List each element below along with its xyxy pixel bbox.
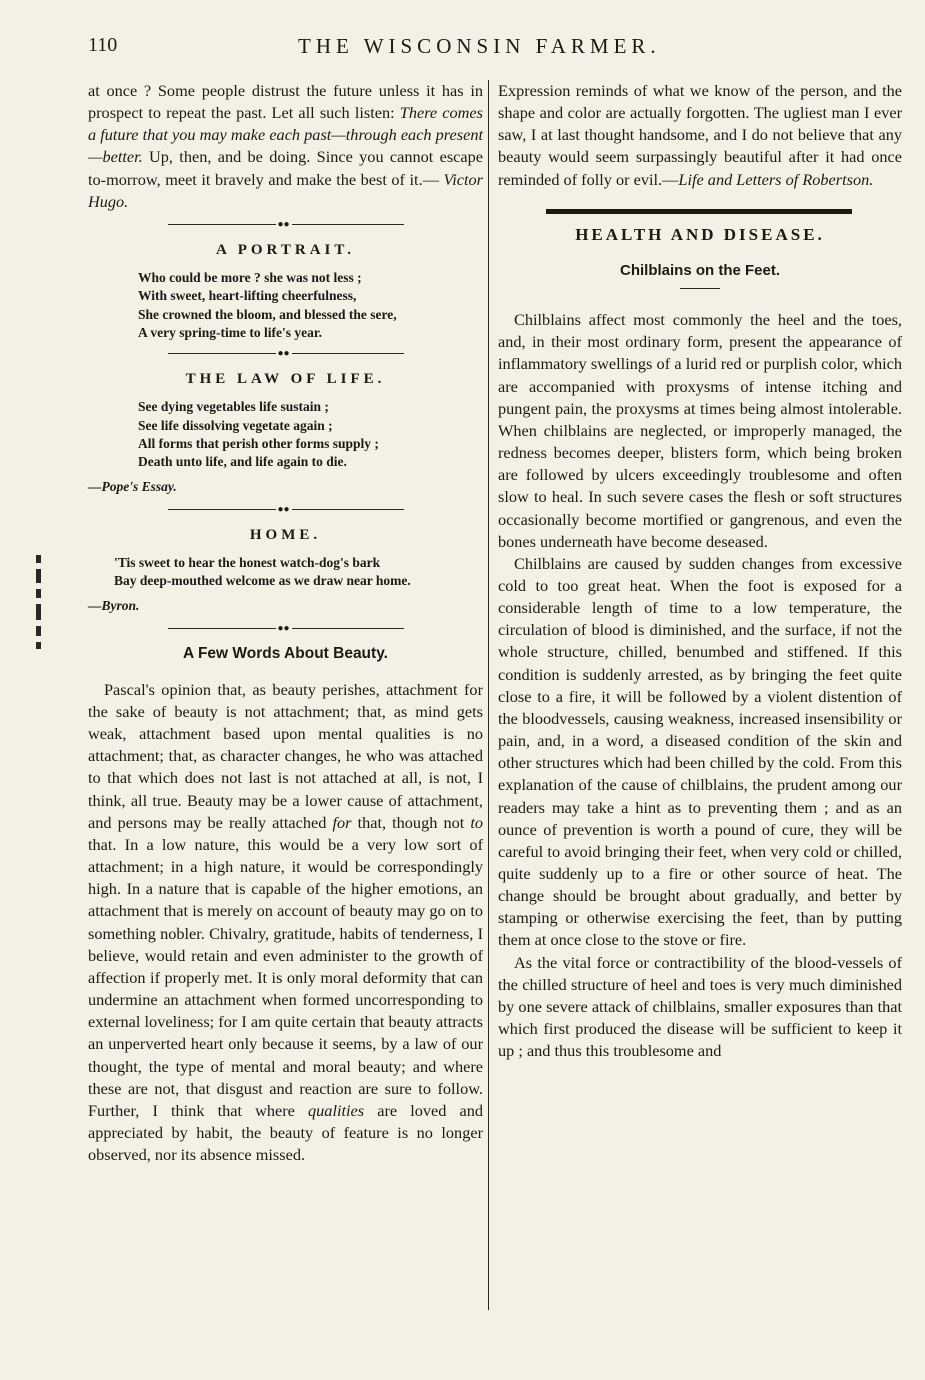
department-rule — [546, 209, 852, 214]
home-title: HOME. — [249, 526, 322, 543]
title-rule — [680, 288, 720, 289]
portrait-title: A PORTRAIT. — [215, 241, 356, 258]
chilblains-paragraph-1: Chilblains affect most commonly the heel and the toes, and, in their most ordinary form, present the appearance of inflammatory swellings of a lurid red or purplish color, which are accompanied with proxysms of intense itching and pungent pain, the proxysms at times being almost intolerable. When chilblains are neglected, or improperly managed, the redness becomes deeper, blisters form, which being broken are followed by ulcers exceedingly troublesome and often slow to heal. In such severe cases the flesh or soft structures occasionally become mortified or gangrenous, and even the bones underneath have become deseased. — [498, 310, 902, 551]
beauty-paragraph: Pascal's opinion that, as beauty perishes, attachment for the sake of beauty is not attachment; that, as mind gets weak, attachment based upon mental qualities is no attachment; that, as character changes, he who was attached to that which does not last is not attached at all, is not, I think, all true. Beauty may be a lower cause of attachment, and persons may be really attached for that, though not to that. In a low nature, this would be a very low sort of attachment; in a high nature, it would be correspondingly high. In a nature that is capable of the higher emotions, an attachment that is merely on account of beauty may go on to something nobler. Chivalry, gratitude, habits of tenderness, I believe, would retain and even administer to the growth of affection if properly met. It is only moral deformity that can undermine an attachment when formed uncorresponding to external loveliness; for I am quite certain that beauty attracts an unperverted heart only because it seems, by a law of our thought, the type of mental and moral beauty; and where these are not, that disgust and reaction are sure to follow. Further, I think that where qualities are loved and appreciated by habit, the beauty of feature is no longer observed, nor its absence missed. — [88, 679, 484, 1165]
intro-paragraph: at once ? Some people distrust the future unless it has in prospect to repeat the past. Let all such listen: There comes a future that you may make each past—through each present—better. Up, then, and be doing. Since you cannot escape to-morrow, meet it bravely and make the best of it.— Victor Hugo. — [88, 81, 484, 211]
chilblains-title: Chilblains on the Feet. — [619, 261, 780, 279]
column-divider — [488, 80, 489, 1310]
ornamental-rule: ●● — [168, 504, 404, 516]
law-of-life-verse: See dying vegetables life sustain ; See life dissolving vegetate again ; All forms that perish other forms supply ; Death unto life, and life again to die. — [138, 399, 379, 470]
beauty-article-title: A Few Words About Beauty. — [183, 644, 388, 662]
running-title: THE WISCONSIN FARMER. — [298, 34, 661, 58]
ornamental-rule: ●● — [168, 219, 404, 231]
department-heading: HEALTH AND DISEASE. — [575, 224, 825, 244]
home-attribution: —Byron. — [88, 597, 140, 613]
chilblains-paragraph-3: As the vital force or contractibility of the blood-vessels of the chilled structure of heel and toes is very much diminished by one severe attack of chilblains, smaller exposures than that which first produced the disease will be sufficient to keep it up ; and thus this troublesome and — [498, 952, 902, 1061]
right-column — [498, 80, 902, 1062]
continued-paragraph: Expression reminds of what we know of the person, and the shape and color are actually forgotten. The ugliest man I ever saw, I at last thought handsome, and I do not believe that any beauty would seem surpassingly beautiful after it had once reminded of folly or evil.—Life and Letters of Robertson. — [498, 81, 902, 189]
home-verse: 'Tis sweet to hear the honest watch-dog's bark Bay deep-mouthed welcome as we draw near home. — [114, 554, 411, 589]
intro-author: Victor Hugo. — [88, 169, 483, 211]
intro-quote: There comes a future that you may make each past—through each present—better. — [88, 103, 483, 167]
left-column — [88, 80, 483, 1166]
ornamental-rule: ●● — [168, 623, 404, 635]
ornamental-rule: ●● — [168, 348, 404, 360]
law-of-life-title: THE LAW OF LIFE. — [185, 371, 386, 388]
margin-marks — [28, 555, 48, 655]
chilblains-paragraph-2: Chilblains are caused by sudden changes from excessive cold to too great heat. When the foot is exposed for a considerable length of time to a low temperature, the circulation of blood is diminished, and the surface, if not the whole structure, chilled, benumbed and stiffened. If this condition is suddenly arrested, as by bringing the feet quite close to a fire, it will be followed by a violent distention of the bloodvessels, causing weakness, increased insensibility or pain, and, in a word, a diseased condition of the skin and other structures which had been chilled by the cold. From this explanation of the cause of chilblains, the prudent among our readers may take a hint as to preventing them ; and as an ounce of prevention is worth a pound of cure, they will be careful to avoid bringing their feet, when very cold or chilled, quite suddenly up to a fire or other source of heat. The change should be brought about gradually, and better by stamping or otherwise exercising the feet, than by putting them at once close to the stove or fire. — [498, 553, 902, 950]
law-of-life-attribution: —Pope's Essay. — [88, 478, 177, 494]
portrait-verse: Who could be more ? she was not less ; With sweet, heart-lifting cheerfulness, She crowned the bloom, and blessed the sere, A very spring-time to life's year. — [138, 270, 397, 340]
continued-source: Life and Letters of Robertson. — [678, 169, 874, 189]
page-header — [88, 34, 903, 64]
page-number: 110 — [88, 34, 118, 56]
